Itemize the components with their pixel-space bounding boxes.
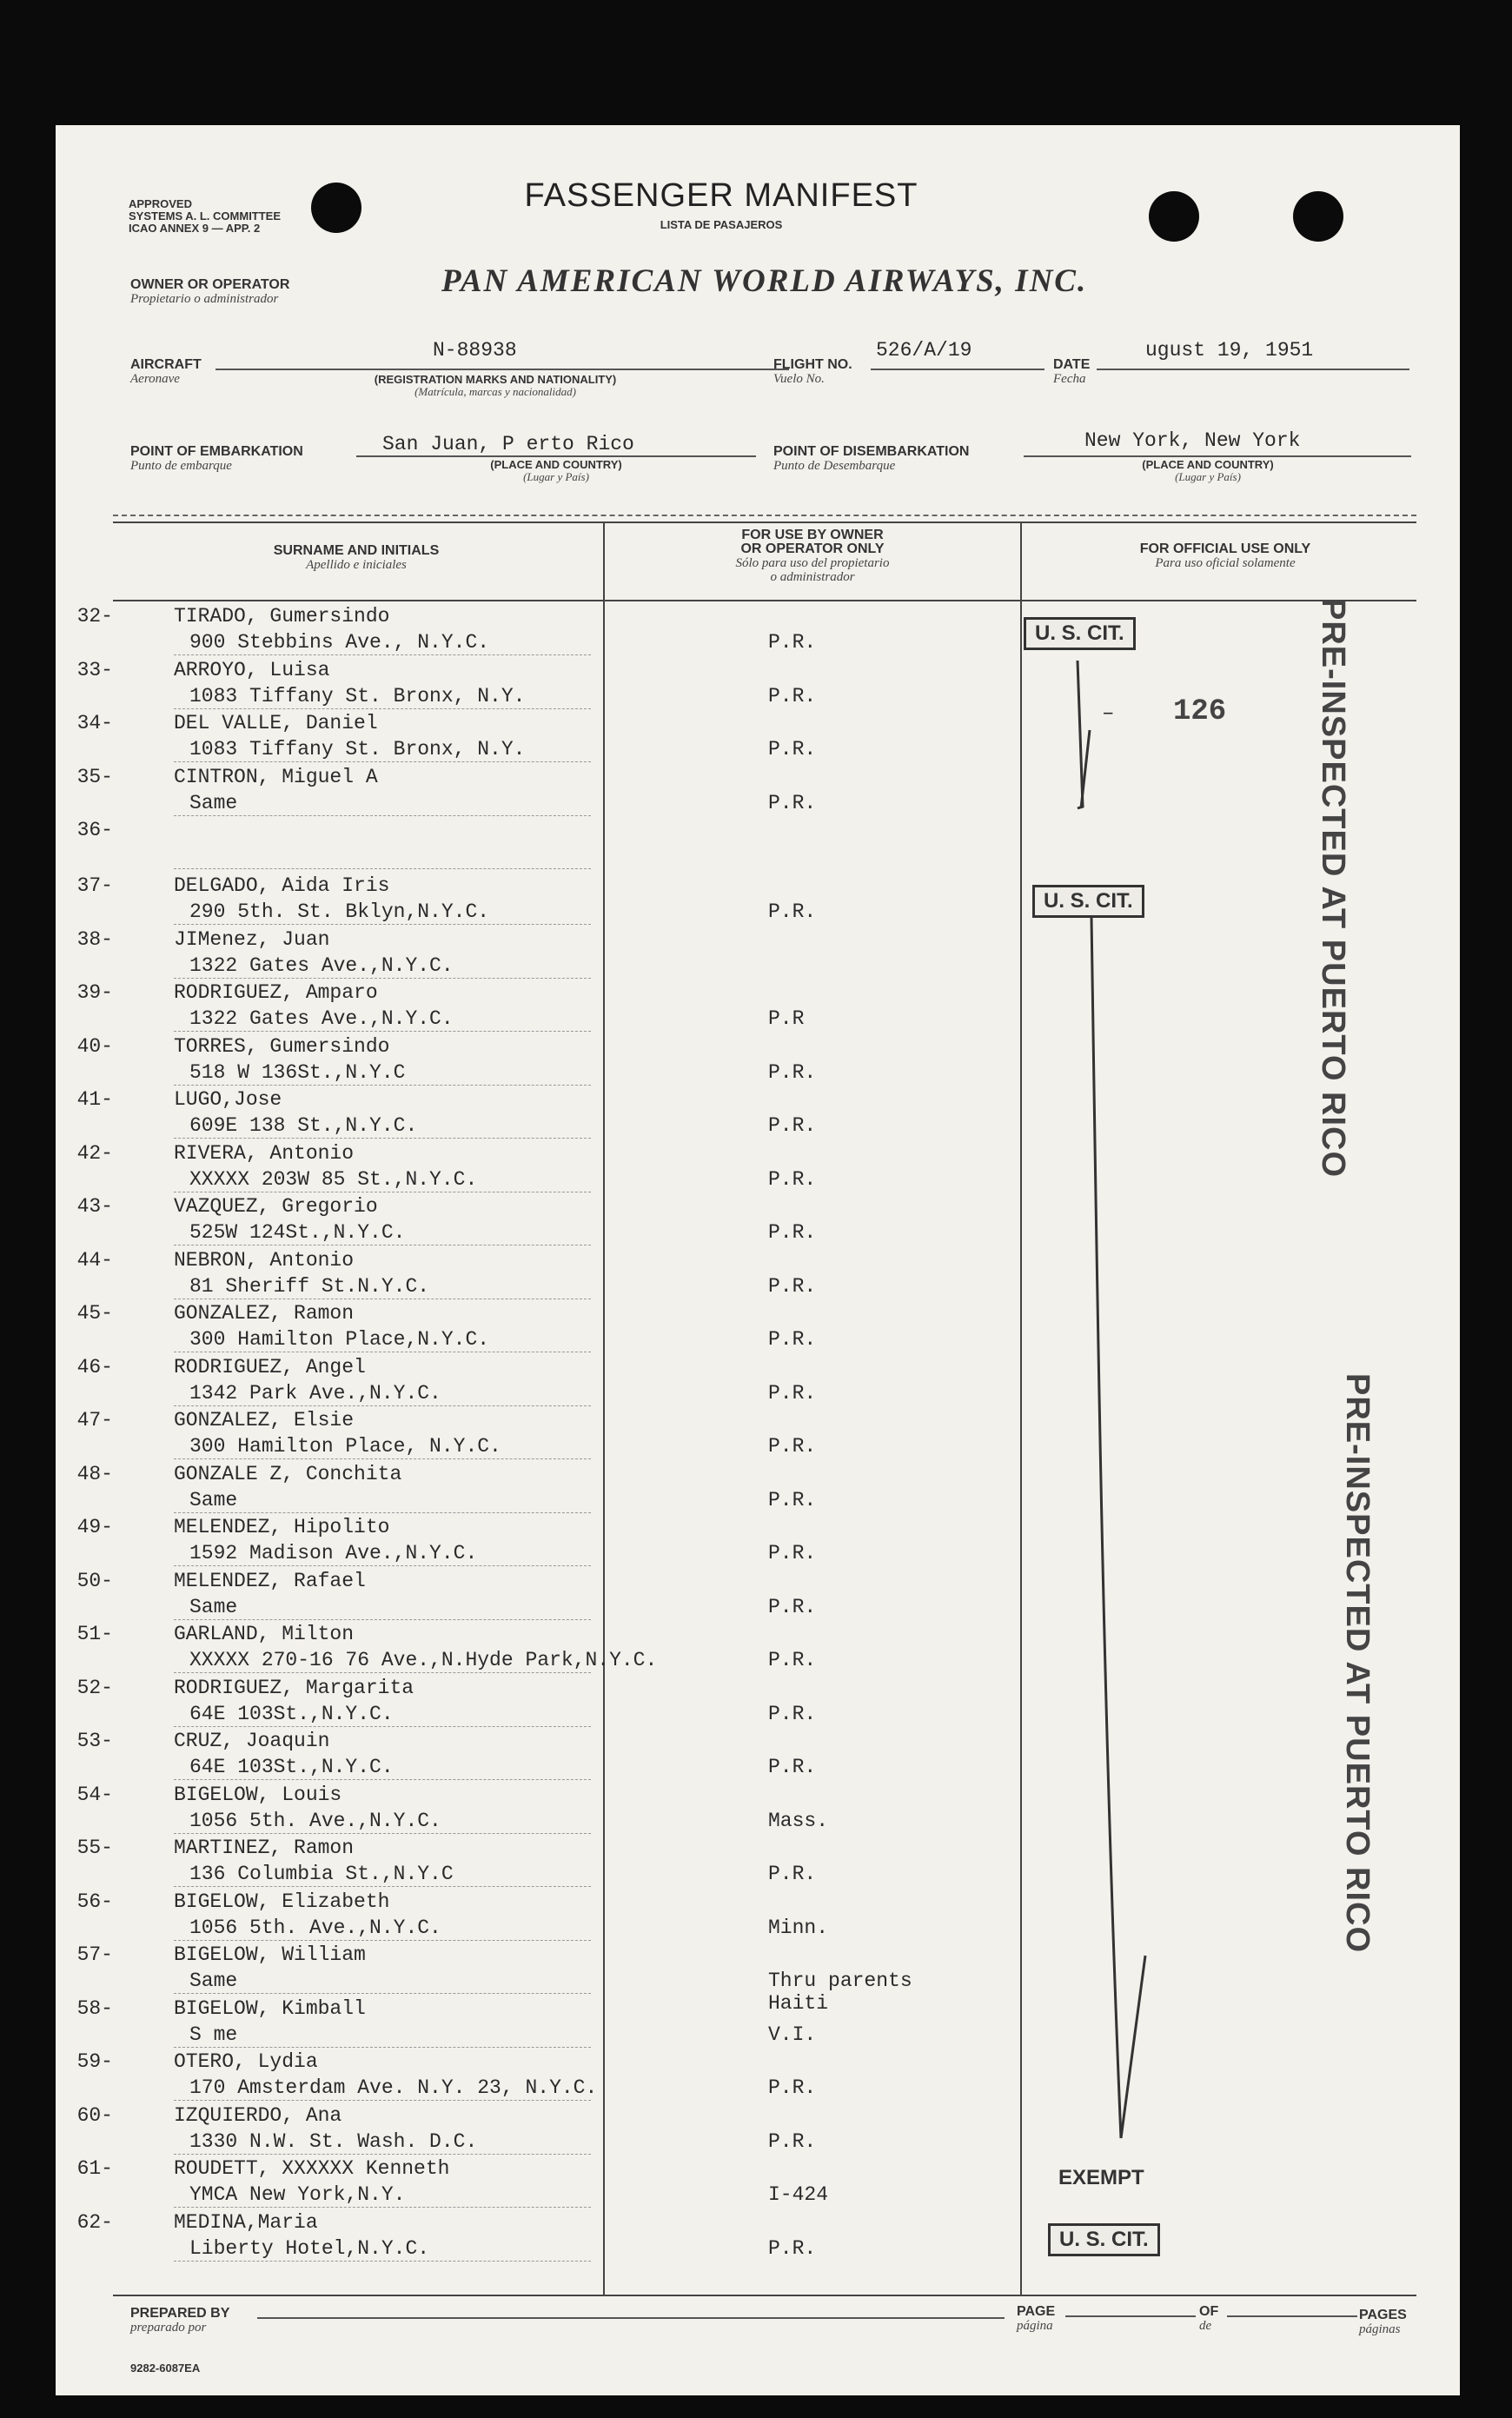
passenger-origin: I-424	[768, 2183, 829, 2206]
registration-sub: (Matrícula, marcas y nacionalidad)	[414, 385, 576, 398]
row-number: 32-	[76, 605, 113, 628]
prepared-by-block	[130, 2307, 229, 2335]
page-label-block	[1017, 2305, 1055, 2333]
col2-sub: o administrador	[770, 570, 855, 584]
prepared-label: PREPARED BY	[130, 2306, 230, 2321]
passenger-name: BIGELOW, Louis	[174, 1784, 342, 1806]
passenger-origin: P.R.	[768, 900, 817, 923]
approval-block	[129, 198, 328, 235]
passenger-address: 518 W 136St.,N.Y.C	[189, 1061, 406, 1084]
passenger-origin: P.R.	[768, 2076, 817, 2099]
passenger-name: GONZALE Z, Conchita	[174, 1463, 402, 1485]
col3-sub: Para uso oficial solamente	[1155, 556, 1296, 570]
passenger-name: CINTRON, Miguel A	[174, 766, 378, 788]
passenger-origin: P.R.	[768, 1596, 817, 1618]
column-divider	[1020, 521, 1022, 2295]
passenger-origin: Minn.	[768, 1916, 829, 1939]
row-rule	[174, 1993, 591, 1994]
row-rule	[174, 1031, 591, 1032]
passenger-address: 609E 138 St.,N.Y.C.	[189, 1114, 418, 1137]
passenger-origin: P.R.	[768, 1863, 817, 1885]
embark-underline	[356, 455, 756, 457]
passenger-address: YMCA New York,N.Y.	[189, 2183, 406, 2206]
row-rule	[174, 815, 591, 816]
passenger-address: 1056 5th. Ave.,N.Y.C.	[189, 1916, 441, 1939]
passenger-name: ARROYO, Luisa	[174, 659, 330, 681]
flight-value: 526/A/19	[876, 339, 972, 362]
flight-underline	[871, 369, 1044, 370]
passenger-origin: P.R.	[768, 1114, 817, 1137]
row-number: 51-	[76, 1623, 113, 1645]
owner-sub: Propietario o administrador	[130, 292, 279, 306]
passenger-origin: P.R.	[768, 631, 817, 654]
col2-label: FOR USE BY OWNER	[741, 528, 884, 542]
passenger-address: 170 Amsterdam Ave. N.Y. 23, N.Y.C.	[189, 2076, 598, 2099]
registration-label: (REGISTRATION MARKS AND NATIONALITY)	[374, 373, 617, 386]
column-header-surname	[209, 544, 504, 572]
col2-label: OR OPERATOR ONLY	[740, 541, 885, 556]
passenger-origin: P.R.	[768, 1168, 817, 1191]
row-number: 48-	[76, 1463, 113, 1485]
passenger-address: 300 Hamilton Place, N.Y.C.	[189, 1435, 501, 1458]
row-number: 53-	[76, 1730, 113, 1752]
passenger-name: MELENDEZ, Rafael	[174, 1570, 366, 1592]
passenger-address: Same	[189, 792, 238, 814]
passenger-origin-extra: Haiti	[768, 1992, 829, 2015]
row-rule	[174, 1940, 591, 1941]
passenger-address: 1592 Madison Ave.,N.Y.C.	[189, 1542, 478, 1564]
row-rule	[174, 1138, 591, 1139]
passenger-origin: P.R.	[768, 1061, 817, 1084]
row-rule	[174, 1405, 591, 1406]
row-rule	[174, 868, 591, 869]
passenger-name: GONZALEZ, Ramon	[174, 1302, 355, 1325]
passenger-address: 1322 Gates Ave.,N.Y.C.	[189, 1007, 454, 1030]
passenger-origin: P.R.	[768, 2237, 817, 2260]
exempt-stamp: EXEMPT	[1058, 2166, 1144, 2189]
preinspected-stamp: PRE-INSPECTED AT PUERTO RICO	[1315, 598, 1351, 1179]
column-header-official	[1069, 542, 1382, 570]
owner-value: PAN AMERICAN WORLD AIRWAYS, INC.	[441, 263, 1088, 299]
passenger-address: 81 Sheriff St.N.Y.C.	[189, 1275, 430, 1298]
bracket-lines	[1043, 643, 1182, 2156]
passenger-address: S me	[189, 2023, 238, 2046]
passenger-origin: P.R.	[768, 792, 817, 814]
passenger-origin: Thru parents	[768, 1970, 912, 1992]
row-number: 59-	[76, 2050, 113, 2073]
passenger-name: RODRIGUEZ, Angel	[174, 1356, 366, 1378]
row-rule	[174, 1085, 591, 1086]
table-header-border	[113, 600, 1416, 601]
embark-place-label: (PLACE AND COUNTRY)	[490, 458, 622, 471]
passenger-address: 1342 Park Ave.,N.Y.C.	[189, 1382, 441, 1405]
row-number: 47-	[76, 1409, 113, 1432]
us-citizen-stamp: U. S. CIT.	[1024, 617, 1136, 650]
passenger-count: 126	[1173, 695, 1227, 728]
bracket-line	[1078, 661, 1083, 808]
disembark-label-block	[773, 445, 969, 473]
row-rule	[174, 654, 591, 655]
row-number: 42-	[76, 1142, 113, 1165]
row-rule	[174, 1779, 591, 1780]
passenger-name: LUGO,Jose	[174, 1088, 282, 1111]
disembark-underline	[1024, 455, 1411, 457]
passenger-origin: P.R.	[768, 1275, 817, 1298]
aircraft-sub: Aeronave	[130, 372, 180, 386]
table-top-rule	[113, 515, 1416, 516]
row-number: 45-	[76, 1302, 113, 1325]
passenger-name: BIGELOW, Kimball	[174, 1997, 366, 2020]
page-title: FASSENGER MANIFEST	[524, 177, 918, 214]
row-number: 34-	[76, 712, 113, 734]
date-underline	[1097, 369, 1409, 370]
passenger-origin: P.R.	[768, 1489, 817, 1511]
embark-sub: Punto de embarque	[130, 459, 232, 473]
row-rule	[174, 761, 591, 762]
row-number: 56-	[76, 1890, 113, 1913]
passenger-name: GARLAND, Milton	[174, 1623, 355, 1645]
row-number: 35-	[76, 766, 113, 788]
col2-sub: Sólo para uso del propietario	[735, 556, 890, 570]
col1-label: SURNAME AND INITIALS	[273, 543, 440, 558]
row-number: 37-	[76, 874, 113, 897]
flight-sub: Vuelo No.	[773, 372, 825, 386]
passenger-name: MARTINEZ, Ramon	[174, 1837, 355, 1859]
disembark-place-sub: (Lugar y País)	[1175, 470, 1241, 483]
row-number: 55-	[76, 1837, 113, 1859]
row-number: 49-	[76, 1516, 113, 1538]
passenger-name: GONZALEZ, Elsie	[174, 1409, 355, 1432]
of-label-block	[1199, 2305, 1218, 2333]
passenger-origin: P.R.	[768, 685, 817, 707]
row-number: 57-	[76, 1943, 113, 1966]
row-rule	[174, 708, 591, 709]
passenger-origin: P.R.	[768, 738, 817, 761]
passenger-address: Same	[189, 1970, 238, 1992]
row-rule	[174, 2154, 591, 2155]
of-underline	[1227, 2315, 1357, 2317]
disembark-value: New York, New York	[1084, 429, 1301, 452]
row-number: 33-	[76, 659, 113, 681]
row-rule	[174, 2100, 591, 2101]
owner-label: OWNER OR OPERATOR	[130, 277, 290, 292]
dash-mark: –	[1102, 702, 1115, 726]
row-number: 44-	[76, 1249, 113, 1272]
passenger-origin: P.R.	[768, 1328, 817, 1351]
row-rule	[174, 1833, 591, 1834]
us-citizen-stamp: U. S. CIT.	[1032, 885, 1144, 918]
aircraft-underline	[216, 369, 789, 370]
pages-sub: páginas	[1359, 2322, 1401, 2336]
passenger-address: 1083 Tiffany St. Bronx, N.Y.	[189, 738, 526, 761]
passenger-address: 64E 103St.,N.Y.C.	[189, 1756, 394, 1778]
date-value: ugust 19, 1951	[1145, 339, 1314, 362]
passenger-name: JIMenez, Juan	[174, 928, 330, 951]
passenger-origin: P.R.	[768, 1435, 817, 1458]
disembark-place-label: (PLACE AND COUNTRY)	[1142, 458, 1274, 471]
punch-hole	[1149, 191, 1199, 242]
page-underline	[1065, 2315, 1196, 2317]
passenger-name: RODRIGUEZ, Margarita	[174, 1677, 414, 1699]
date-sub: Fecha	[1053, 372, 1086, 386]
passenger-name: OTERO, Lydia	[174, 2050, 318, 2073]
passenger-name: TORRES, Gumersindo	[174, 1035, 390, 1058]
col1-sub: Apellido e iniciales	[306, 558, 407, 572]
approval-line: APPROVED	[129, 197, 192, 210]
of-label: OF	[1199, 2304, 1219, 2319]
passenger-origin: P.R.	[768, 2130, 817, 2153]
prepared-underline	[257, 2317, 1005, 2319]
passenger-address: Same	[189, 1489, 238, 1511]
passenger-name: ROUDETT, XXXXXX Kenneth	[174, 2157, 450, 2180]
row-number: 61-	[76, 2157, 113, 2180]
aircraft-value: N-88938	[433, 339, 517, 362]
passenger-origin: P.R.	[768, 1542, 817, 1564]
passenger-address: 64E 103St.,N.Y.C.	[189, 1703, 394, 1725]
row-rule	[174, 1619, 591, 1620]
passenger-address: Liberty Hotel,N.Y.C.	[189, 2237, 430, 2260]
embark-label-block	[130, 445, 303, 473]
aircraft-label: AIRCRAFT	[130, 357, 202, 372]
form-code: 9282-6087EA	[130, 2362, 201, 2375]
row-number: 46-	[76, 1356, 113, 1378]
bracket-line	[1091, 917, 1121, 2138]
punch-hole	[1293, 191, 1343, 242]
row-rule	[174, 2261, 591, 2262]
of-sub: de	[1199, 2319, 1212, 2333]
approval-line: SYSTEMS A. L. COMMITTEE	[129, 209, 282, 223]
prepared-sub: preparado por	[130, 2321, 207, 2335]
row-rule	[174, 978, 591, 979]
row-rule	[174, 924, 591, 925]
passenger-origin: P.R.	[768, 1756, 817, 1778]
row-number: 41-	[76, 1088, 113, 1111]
table-top-border	[113, 521, 1416, 523]
column-divider	[603, 521, 605, 2295]
row-number: 40-	[76, 1035, 113, 1058]
row-number: 38-	[76, 928, 113, 951]
row-rule	[174, 2047, 591, 2048]
passenger-name: NEBRON, Antonio	[174, 1249, 355, 1272]
passenger-address: XXXXX 270-16 76 Ave.,N.Hyde Park,N.Y.C.	[189, 1649, 658, 1671]
preinspected-stamp: PRE-INSPECTED AT PUERTO RICO	[1339, 1373, 1376, 1954]
row-rule	[174, 1245, 591, 1246]
col3-label: FOR OFFICIAL USE ONLY	[1139, 541, 1311, 556]
page-subtitle: LISTA DE PASAJEROS	[660, 218, 783, 231]
passenger-name: MEDINA,Maria	[174, 2211, 318, 2234]
passenger-name: RODRIGUEZ, Amparo	[174, 981, 378, 1004]
passenger-origin: Mass.	[768, 1810, 829, 1832]
passenger-name: TIRADO, Gumersindo	[174, 605, 390, 628]
date-label-block	[1053, 358, 1090, 386]
embark-value: San Juan, P erto Rico	[382, 433, 634, 455]
passenger-name: DEL VALLE, Daniel	[174, 712, 378, 734]
passenger-name: RIVERA, Antonio	[174, 1142, 355, 1165]
pages-label-block	[1359, 2308, 1407, 2336]
passenger-address: 300 Hamilton Place,N.Y.C.	[189, 1328, 490, 1351]
passenger-name: BIGELOW, William	[174, 1943, 366, 1966]
column-header-operator	[626, 528, 999, 584]
passenger-address: 525W 124St.,N.Y.C.	[189, 1221, 406, 1244]
passenger-name: VAZQUEZ, Gregorio	[174, 1195, 378, 1218]
row-number: 62-	[76, 2211, 113, 2234]
row-number: 58-	[76, 1997, 113, 2020]
passenger-origin: P.R.	[768, 1649, 817, 1671]
row-number: 54-	[76, 1784, 113, 1806]
row-rule	[174, 1512, 591, 1513]
flight-label-block	[773, 358, 852, 386]
passenger-name: MELENDEZ, Hipolito	[174, 1516, 390, 1538]
us-citizen-stamp: U. S. CIT.	[1048, 2223, 1160, 2256]
disembark-sub: Punto de Desembarque	[773, 459, 896, 473]
approval-line: ICAO ANNEX 9 — APP. 2	[129, 222, 261, 235]
page-sub: página	[1017, 2319, 1053, 2333]
row-number: 50-	[76, 1570, 113, 1592]
passenger-address: 1083 Tiffany St. Bronx, N.Y.	[189, 685, 526, 707]
row-number: 39-	[76, 981, 113, 1004]
row-number: 60-	[76, 2104, 113, 2127]
table-bottom-border	[113, 2295, 1416, 2296]
passenger-name: BIGELOW, Elizabeth	[174, 1890, 390, 1913]
row-rule	[174, 1672, 591, 1673]
embark-place-sub: (Lugar y País)	[523, 470, 589, 483]
row-number: 52-	[76, 1677, 113, 1699]
row-rule	[174, 2207, 591, 2208]
aircraft-label-block	[130, 358, 202, 386]
passenger-name: IZQUIERDO, Ana	[174, 2104, 342, 2127]
passenger-address: 1322 Gates Ave.,N.Y.C.	[189, 954, 454, 977]
row-rule	[174, 1886, 591, 1887]
owner-label-block	[130, 278, 289, 306]
row-rule	[174, 1458, 591, 1459]
passenger-origin: P.R.	[768, 1221, 817, 1244]
row-rule	[174, 1726, 591, 1727]
embark-label: POINT OF EMBARKATION	[130, 444, 303, 459]
passenger-origin: P.R.	[768, 1382, 817, 1405]
passenger-address: 290 5th. St. Bklyn,N.Y.C.	[189, 900, 490, 923]
row-number: 36-	[76, 819, 113, 841]
disembark-label: POINT OF DISEMBARKATION	[773, 444, 970, 459]
row-rule	[174, 1565, 591, 1566]
passenger-origin: V.I.	[768, 2023, 817, 2046]
passenger-address: XXXXX 203W 85 St.,N.Y.C.	[189, 1168, 478, 1191]
bracket-line	[1121, 1956, 1145, 2138]
passenger-origin: P.R.	[768, 1703, 817, 1725]
passenger-origin: P.R	[768, 1007, 805, 1030]
flight-label: FLIGHT NO.	[773, 357, 852, 372]
row-number: 43-	[76, 1195, 113, 1218]
passenger-name: DELGADO, Aida Iris	[174, 874, 390, 897]
pages-label: PAGES	[1359, 2308, 1407, 2322]
passenger-address: 1330 N.W. St. Wash. D.C.	[189, 2130, 478, 2153]
date-label: DATE	[1053, 357, 1091, 372]
passenger-address: 136 Columbia St.,N.Y.C	[189, 1863, 454, 1885]
passenger-name: CRUZ, Joaquin	[174, 1730, 330, 1752]
passenger-address: 1056 5th. Ave.,N.Y.C.	[189, 1810, 441, 1832]
passenger-address: 900 Stebbins Ave., N.Y.C.	[189, 631, 490, 654]
passenger-address: Same	[189, 1596, 238, 1618]
page-label: PAGE	[1017, 2304, 1056, 2319]
